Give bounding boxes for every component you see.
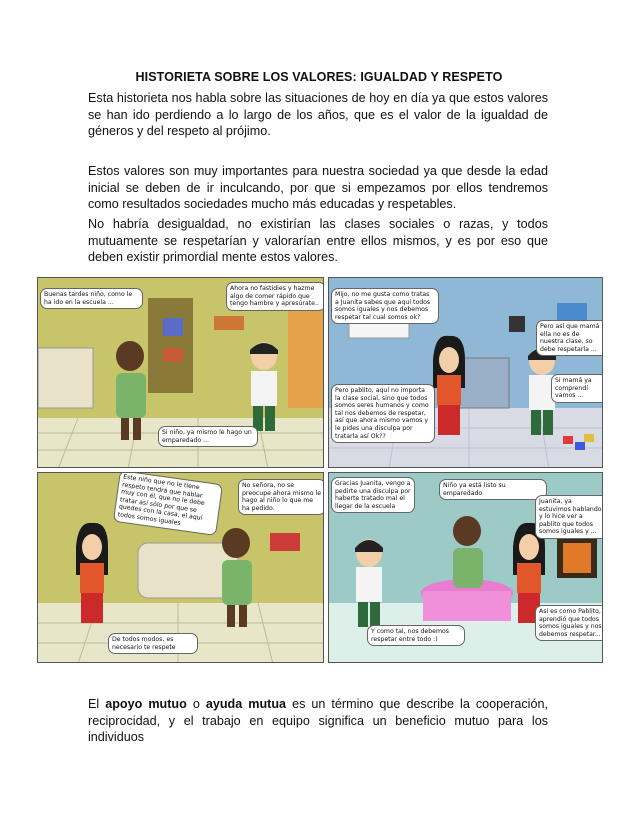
page-title: HISTORIETA SOBRE LOS VALORES: IGUALDAD Y RESPETO <box>135 70 503 84</box>
paragraph-2: Estos valores son muy importantes para nuestra sociedad ya que desde la edad inicial se deben de ir inculcando, por que si empezamos por ellos tendremos como resultados sociedades mucho más educadas y respetables. <box>88 164 548 211</box>
speech-bubble: Si mamá ya comprendí vamos ... <box>551 374 603 403</box>
paragraph-1: Esta historieta nos habla sobre las situaciones de hoy en día ya que estos valores se han ido perdiendo a lo largo de los años, que es el valor de la igualdad de géneros y del respeto al prójimo. <box>88 91 548 138</box>
comic-strip <box>37 277 603 663</box>
text-run: El <box>88 697 106 711</box>
text-run: o <box>186 697 206 711</box>
speech-bubble: Y como tal, nos debemos respetar entre todo :) <box>367 625 465 646</box>
comic-panel-2 <box>328 277 603 468</box>
speech-bubble: Pero así que mamá ella no es de nuestra clase, so debe respetarla ... <box>536 320 603 356</box>
speech-bubble: Mijo, no me gusta como tratas a Juanita sabes que aquí todos somos iguales y nos debemos respetar tal cual somos ok? <box>331 288 439 324</box>
comic-panel-4 <box>328 472 603 663</box>
speech-bubble: Así es como Pablito, aprendió que todos somos iguales y nos debemos respetar... <box>535 605 603 641</box>
paragraph-bottom <box>88 696 548 746</box>
speech-bubble: Pero pablito, aquí no importa la clase social, sino que todos somos seres humanos y como tal nos debemos de respetar, así que ahora mismo vamos y le pides una disculpa por tratarla así Ok?? <box>331 384 435 443</box>
speech-bubble: Gracias Juanita, vengo a pedirte una disculpa por haberte tratado mal el llegar de la escuela <box>331 477 415 513</box>
term-apoyo-mutuo: apoyo mutuo <box>105 697 187 711</box>
speech-bubble: De todos modos, es necesario te respete <box>108 633 198 654</box>
speech-bubble: Juanita, ya estuvimos hablando y lo hice ver a pablito que todos somos iguales y ... <box>535 495 603 539</box>
speech-bubble: Niño ya está listo su emparedado <box>439 479 547 500</box>
term-ayuda-mutua: ayuda mutua <box>205 697 287 711</box>
text-run: es un término que describe la cooperación, reciprocidad, y el trabajo en equipo significa un beneficio mutuo para los individuos <box>88 697 548 744</box>
speech-bubble: Si niño, ya mismo le hago un emparedado ... <box>158 426 258 447</box>
speech-bubble: Buenas tardes niño, como le ha ido en la escuela ... <box>40 288 143 309</box>
comic-panel-1 <box>37 277 324 468</box>
paragraph-3: No habría desigualdad, no existirían las clases sociales o razas, y todos mutuamente se respetarían y valorarían entre ellos mismos, y es por eso que deben existir primordial mente estos valores. <box>88 217 548 264</box>
speech-bubble: Este niño que no le tiene respeto tendrá que hablar muy con él, que no le debe tratar así sólo por que se quedes con la casa, el aquí todos somos iguales <box>113 472 223 536</box>
speech-bubble: Ahora no fastidies y hazme algo de comer rápido que tengo hambre y apresúrate.. <box>226 282 324 311</box>
woman-character-icon <box>453 516 483 588</box>
comic-panel-3 <box>37 472 324 663</box>
speech-bubble: No señora, no se preocupe ahora mismo le hago al niño lo que me ha pedido. <box>238 479 324 515</box>
